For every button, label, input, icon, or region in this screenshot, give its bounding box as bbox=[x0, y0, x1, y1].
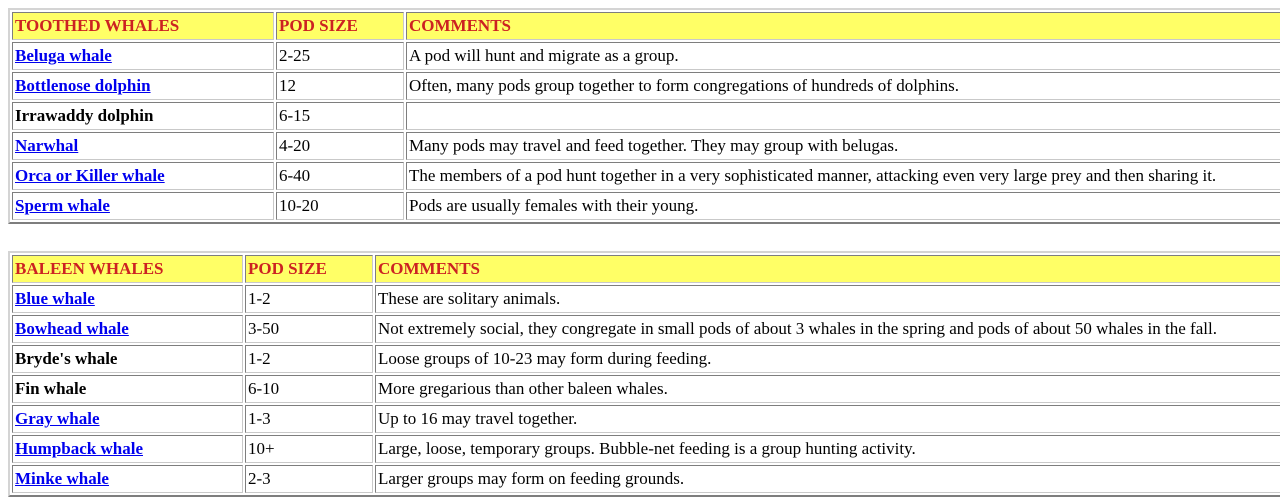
comments-cell: Not extremely social, they congregate in small pods of about 3 whales in the spring and pods of about 50 whales in the fall. bbox=[375, 315, 1280, 343]
whale-name-cell bbox=[12, 132, 274, 160]
whale-name-cell bbox=[12, 162, 274, 190]
pod-size-cell: 4-20 bbox=[276, 132, 404, 160]
whale-name: Bryde's whale bbox=[15, 349, 118, 368]
pod-size-cell: 2-3 bbox=[245, 465, 373, 493]
whale-link[interactable]: Sperm whale bbox=[15, 196, 110, 215]
pod-size-cell: 6-15 bbox=[276, 102, 404, 130]
pod-size-cell: 1-2 bbox=[245, 285, 373, 313]
table-row bbox=[12, 285, 1280, 313]
pod-size-cell: 6-40 bbox=[276, 162, 404, 190]
whale-link[interactable]: Orca or Killer whale bbox=[15, 166, 165, 185]
table-header-row bbox=[12, 255, 1280, 283]
table-row bbox=[12, 192, 1280, 220]
whale-link[interactable]: Gray whale bbox=[15, 409, 100, 428]
baleen-whales-table bbox=[8, 251, 1280, 497]
whale-name-cell bbox=[12, 315, 243, 343]
pod-size-cell: 1-3 bbox=[245, 405, 373, 433]
table-row bbox=[12, 405, 1280, 433]
pod-size-cell: 2-25 bbox=[276, 42, 404, 70]
whale-name-cell bbox=[12, 285, 243, 313]
pod-size-cell: 6-10 bbox=[245, 375, 373, 403]
whale-name: Fin whale bbox=[15, 379, 87, 398]
whale-link[interactable]: Bowhead whale bbox=[15, 319, 129, 338]
toothed-whales-table bbox=[8, 8, 1280, 224]
table-row bbox=[12, 345, 1280, 373]
table-row bbox=[12, 42, 1280, 70]
whale-link[interactable]: Narwhal bbox=[15, 136, 79, 155]
pod-size-cell: 10+ bbox=[245, 435, 373, 463]
whale-name-cell bbox=[12, 465, 243, 493]
comments-cell: Loose groups of 10-23 may form during feeding. bbox=[375, 345, 1280, 373]
comments-cell: A pod will hunt and migrate as a group. bbox=[406, 42, 1280, 70]
column-header-comments: COMMENTS bbox=[406, 12, 1280, 40]
comments-cell bbox=[406, 102, 1280, 130]
comments-cell: The members of a pod hunt together in a very sophisticated manner, attacking even very large prey and then sharing it. bbox=[406, 162, 1280, 190]
comments-cell: Up to 16 may travel together. bbox=[375, 405, 1280, 433]
whale-link[interactable]: Blue whale bbox=[15, 289, 95, 308]
comments-cell: Large, loose, temporary groups. Bubble-net feeding is a group hunting activity. bbox=[375, 435, 1280, 463]
table-row bbox=[12, 132, 1280, 160]
table-row bbox=[12, 102, 1280, 130]
table-row bbox=[12, 72, 1280, 100]
pod-size-cell: 1-2 bbox=[245, 345, 373, 373]
whale-link[interactable]: Minke whale bbox=[15, 469, 109, 488]
column-header-toothed-whales: TOOTHED WHALES bbox=[12, 12, 274, 40]
table-row bbox=[12, 435, 1280, 463]
whale-link[interactable]: Beluga whale bbox=[15, 46, 112, 65]
table-row bbox=[12, 465, 1280, 493]
whale-name-cell bbox=[12, 192, 274, 220]
table-row bbox=[12, 315, 1280, 343]
whale-name-cell bbox=[12, 345, 243, 373]
table-row bbox=[12, 162, 1280, 190]
pod-size-cell: 12 bbox=[276, 72, 404, 100]
whale-name-cell bbox=[12, 405, 243, 433]
comments-cell: Pods are usually females with their young. bbox=[406, 192, 1280, 220]
whale-name: Irrawaddy dolphin bbox=[15, 106, 154, 125]
comments-cell: More gregarious than other baleen whales. bbox=[375, 375, 1280, 403]
column-header-pod-size: POD SIZE bbox=[245, 255, 373, 283]
whale-name-cell bbox=[12, 435, 243, 463]
whale-name-cell bbox=[12, 72, 274, 100]
whale-link[interactable]: Humpback whale bbox=[15, 439, 143, 458]
pod-size-cell: 3-50 bbox=[245, 315, 373, 343]
page-content bbox=[8, 8, 1272, 497]
comments-cell: Often, many pods group together to form congregations of hundreds of dolphins. bbox=[406, 72, 1280, 100]
comments-cell: These are solitary animals. bbox=[375, 285, 1280, 313]
whale-link[interactable]: Bottlenose dolphin bbox=[15, 76, 151, 95]
table-row bbox=[12, 375, 1280, 403]
pod-size-cell: 10-20 bbox=[276, 192, 404, 220]
table-header-row bbox=[12, 12, 1280, 40]
column-header-comments: COMMENTS bbox=[375, 255, 1280, 283]
comments-cell: Many pods may travel and feed together. They may group with belugas. bbox=[406, 132, 1280, 160]
comments-cell: Larger groups may form on feeding grounds. bbox=[375, 465, 1280, 493]
whale-name-cell bbox=[12, 102, 274, 130]
column-header-baleen-whales: BALEEN WHALES bbox=[12, 255, 243, 283]
whale-name-cell bbox=[12, 42, 274, 70]
whale-name-cell bbox=[12, 375, 243, 403]
column-header-pod-size: POD SIZE bbox=[276, 12, 404, 40]
